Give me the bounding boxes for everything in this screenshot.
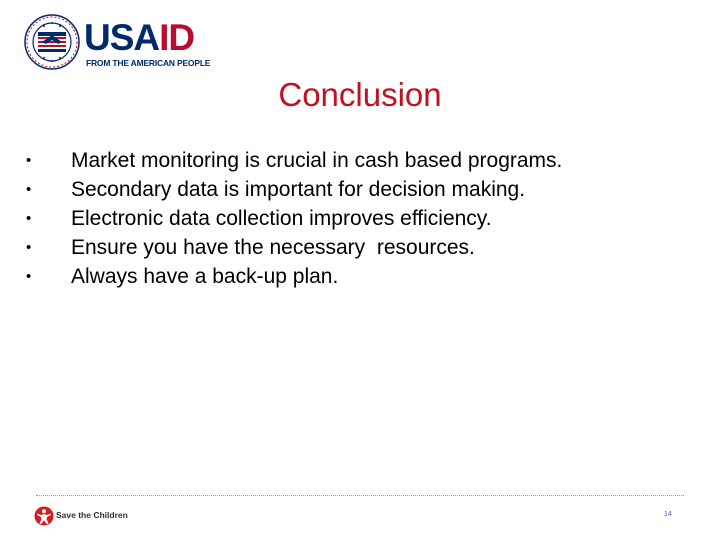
slide-title-text: Conclusion: [278, 76, 442, 113]
save-the-children-icon: [34, 506, 54, 526]
bullet-item: [26, 233, 475, 262]
bullet-list: [26, 146, 563, 291]
save-the-children-wordmark: Save the Children: [56, 510, 128, 520]
bullet-text: Always have a back-up plan.: [71, 265, 339, 288]
footer-divider: [36, 495, 684, 496]
bullet-marker: •: [26, 152, 32, 169]
page-number: 14: [664, 511, 672, 518]
usaid-tagline: FROM THE AMERICAN PEOPLE: [86, 58, 211, 68]
usaid-wordmark-id: ID: [159, 17, 195, 58]
bullet-text: Electronic data collection improves efficiency.: [71, 207, 492, 230]
save-the-children-logo: [34, 506, 144, 526]
usaid-wordmark-usa: USA: [84, 17, 160, 58]
bullet-marker: •: [26, 210, 32, 227]
bullet-text: Secondary data is important for decision making.: [71, 178, 526, 201]
bullet-marker: •: [26, 239, 32, 256]
bullet-marker: •: [26, 268, 32, 285]
bullet-item: [26, 175, 526, 204]
bullet-item: [26, 262, 339, 291]
bullet-text: Ensure you have the necessary resources.: [71, 236, 475, 259]
usaid-logo: [24, 14, 224, 74]
bullet-item: [26, 204, 492, 233]
usaid-seal-icon: [24, 14, 80, 70]
bullet-marker: •: [26, 181, 32, 198]
bullet-text: Market monitoring is crucial in cash based programs.: [71, 149, 563, 172]
slide-title: [0, 76, 720, 114]
usaid-wordmark: [84, 18, 194, 58]
bullet-item: [26, 146, 563, 175]
